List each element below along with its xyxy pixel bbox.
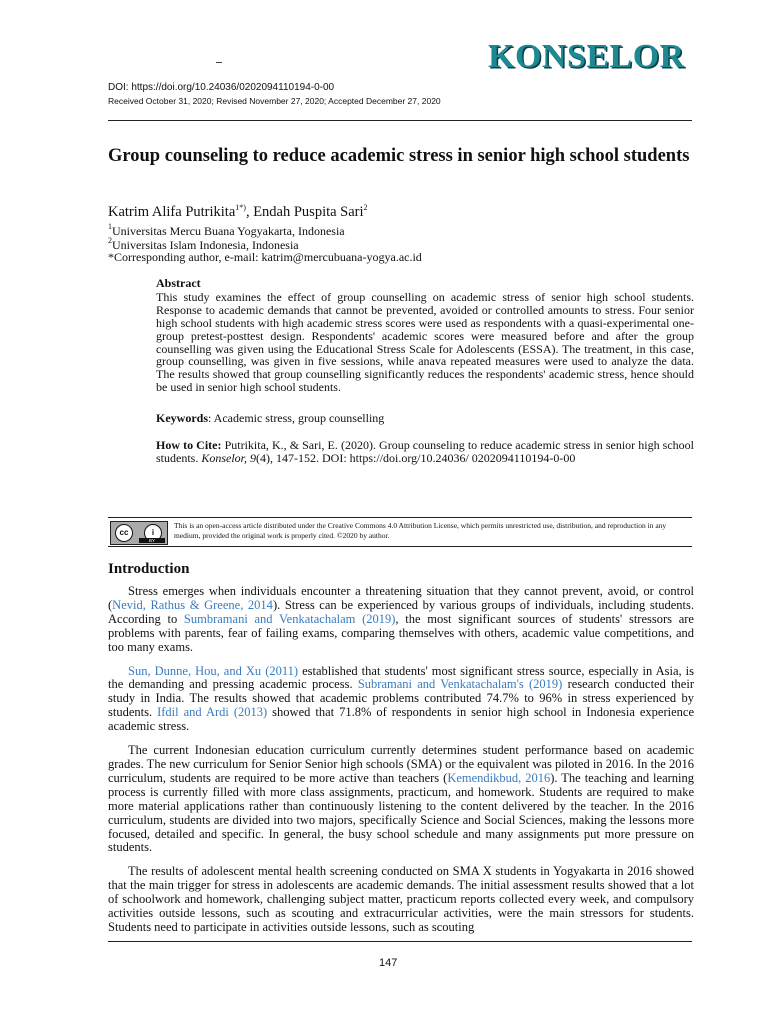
text-run: research conducted their study in India. The results showed that academic problems contributed 74.7% to 96% in stress experienced by students. [108, 677, 694, 720]
header-divider [108, 120, 692, 121]
journal-logo: KONSELOR [488, 38, 685, 75]
author-name: Katrim Alifa Putrikita [108, 204, 236, 220]
citation-link[interactable]: Subramani and Venkatachalam's (2019) [357, 677, 563, 692]
keywords [156, 412, 694, 425]
introduction-body [108, 585, 694, 945]
citation-link[interactable]: Sumbramani and Venkatachalam (2019) [183, 611, 396, 626]
header-dash [216, 62, 222, 63]
author-separator: , [245, 204, 254, 220]
abstract-text: This study examines the effect of group counselling on academic stress of senior high school students. Response to academic demands that cannot be prevented, avoided or controlled amounts to stress. Four senior high school students with high academic stress scores were used as respondents with a quasi-experimental one-group pretest-posttest design. Respondents' academic scores were measured before and after the group counselling was given using the Educational Stress Scale for Adolescents (ESSA). The treatment, in this case, group counselling, was given in five sessions, while anava repeated measures were used to analyze the data. The results showed that group counselling significantly reduces the respondents' academic stress, hence should be used in senior high school students. [156, 289, 694, 395]
citation-link[interactable]: Nevid, Rathus & Greene, 2014 [112, 597, 273, 612]
how-to-cite [156, 439, 694, 465]
citation-link[interactable]: Ifdil and Ardi (2013) [157, 705, 268, 720]
footer-divider [108, 941, 692, 942]
author-superscript: 2 [363, 203, 368, 212]
affiliation-superscript: 1 [108, 222, 112, 231]
affiliation-text: Universitas Islam Indonesia, Indonesia [112, 238, 299, 252]
paper-title: Group counseling to reduce academic stress in senior high school students [108, 146, 690, 166]
page-number: 147 [379, 957, 398, 969]
doi-line[interactable]: DOI: https://doi.org/10.24036/0202094110194-0-00 [108, 82, 335, 93]
text-run: established that students' most significant stress source, especially in Asia, is the demanding and pressing academic process. [108, 663, 694, 692]
cc-by-badge[interactable] [110, 521, 168, 545]
keywords-label: Keywords [156, 411, 208, 426]
attribution-icon: i [144, 524, 162, 542]
license-text: This is an open-access article distributed under the Creative Commons 4.0 Attribution License, which permits unrestricted use, distribution, and reproduction in any medium, provided the original work is properly cited. ©2020 by author. [174, 521, 667, 540]
author-superscript: 1*) [235, 203, 246, 212]
text-run: Stress emerges when individuals encounter a threatening situation that they cannot prevent, avoid, or control ( [108, 584, 694, 612]
license-box [108, 517, 692, 547]
citation-link[interactable]: Kemendikbud, 2016 [447, 770, 551, 785]
abstract-heading: Abstract [156, 276, 201, 290]
by-label: BY [139, 538, 165, 543]
text-run: ). The teaching and learning process is currently filled with more class assignments, practicum, and homework. Students are required to make more material applications rather than continuously listening to the content delivered by the teacher. In the 2016 curriculum, students are divided into two majors, specifically Science and Social Sciences, making the lessons more focused, detailed and specific. In general, the busy school schedule and many assignments put more pressure on students. [108, 770, 695, 855]
abstract-section [156, 277, 694, 465]
citation-link[interactable]: Sun, Dunne, Hou, and Xu (2011) [128, 663, 299, 678]
paragraph [108, 585, 694, 655]
affiliation-superscript: 2 [108, 236, 112, 245]
paragraph [108, 744, 694, 855]
citation-doi[interactable]: (4), 147-152. DOI: https://doi.org/10.24036/ 0202094110194-0-00 [256, 450, 576, 465]
keywords-text: : Academic stress, group counselling [208, 411, 385, 426]
section-heading-introduction: Introduction [108, 561, 190, 577]
author-line [108, 203, 368, 221]
paragraph: The results of adolescent mental health screening conducted on SMA X students in Yogyakarta in 2016 showed that the main trigger for stress in adolescents are academic demands. The initial assessment results showed that a lot of schoolwork and homework, challenging subject matter, practicum reports collected every week, and compulsory activities outside lessons, such as scouting and extracurricular activities, were the main stressors for students. Students need to participate in activities outside lessons, such as scouting [108, 864, 694, 934]
cc-icon: cc [115, 524, 133, 542]
submission-dates: Received October 31, 2020; Revised November 27, 2020; Accepted December 27, 2020 [108, 96, 441, 106]
text-run: ). Stress can be experienced by various groups of individuals, including students. According to [108, 597, 695, 626]
author-name: Endah Puspita Sari [253, 204, 364, 220]
text-run: The current Indonesian education curriculum currently determines student performance based on academic grades. The new curriculum for Senior Senior high schools (SMA) or the equivalent was piloted in 2016. In the 2016 curriculum, students are required to be more active than teachers ( [108, 743, 694, 785]
paragraph [108, 665, 694, 735]
affiliation-text: Universitas Mercu Buana Yogyakarta, Indonesia [112, 224, 345, 238]
corresponding-author[interactable]: *Corresponding author, e-mail: katrim@mercubuana-yogya.ac.id [108, 250, 422, 264]
how-to-cite-label: How to Cite: [156, 438, 222, 453]
text-run: showed that 71.8% of respondents in senior high school in Indonesia experience academic stress. [108, 705, 694, 734]
citation-journal: Konselor, 9 [201, 450, 257, 465]
text-run: , the most significant sources of students' stressors are problems with parents, fear of failing exams, comparing themselves with others, academic value competitions, and too many exams. [108, 611, 694, 654]
citation-text: Putrikita, K., & Sari, E. (2020). Group counseling to reduce academic stress in senior high school students. [156, 438, 694, 465]
